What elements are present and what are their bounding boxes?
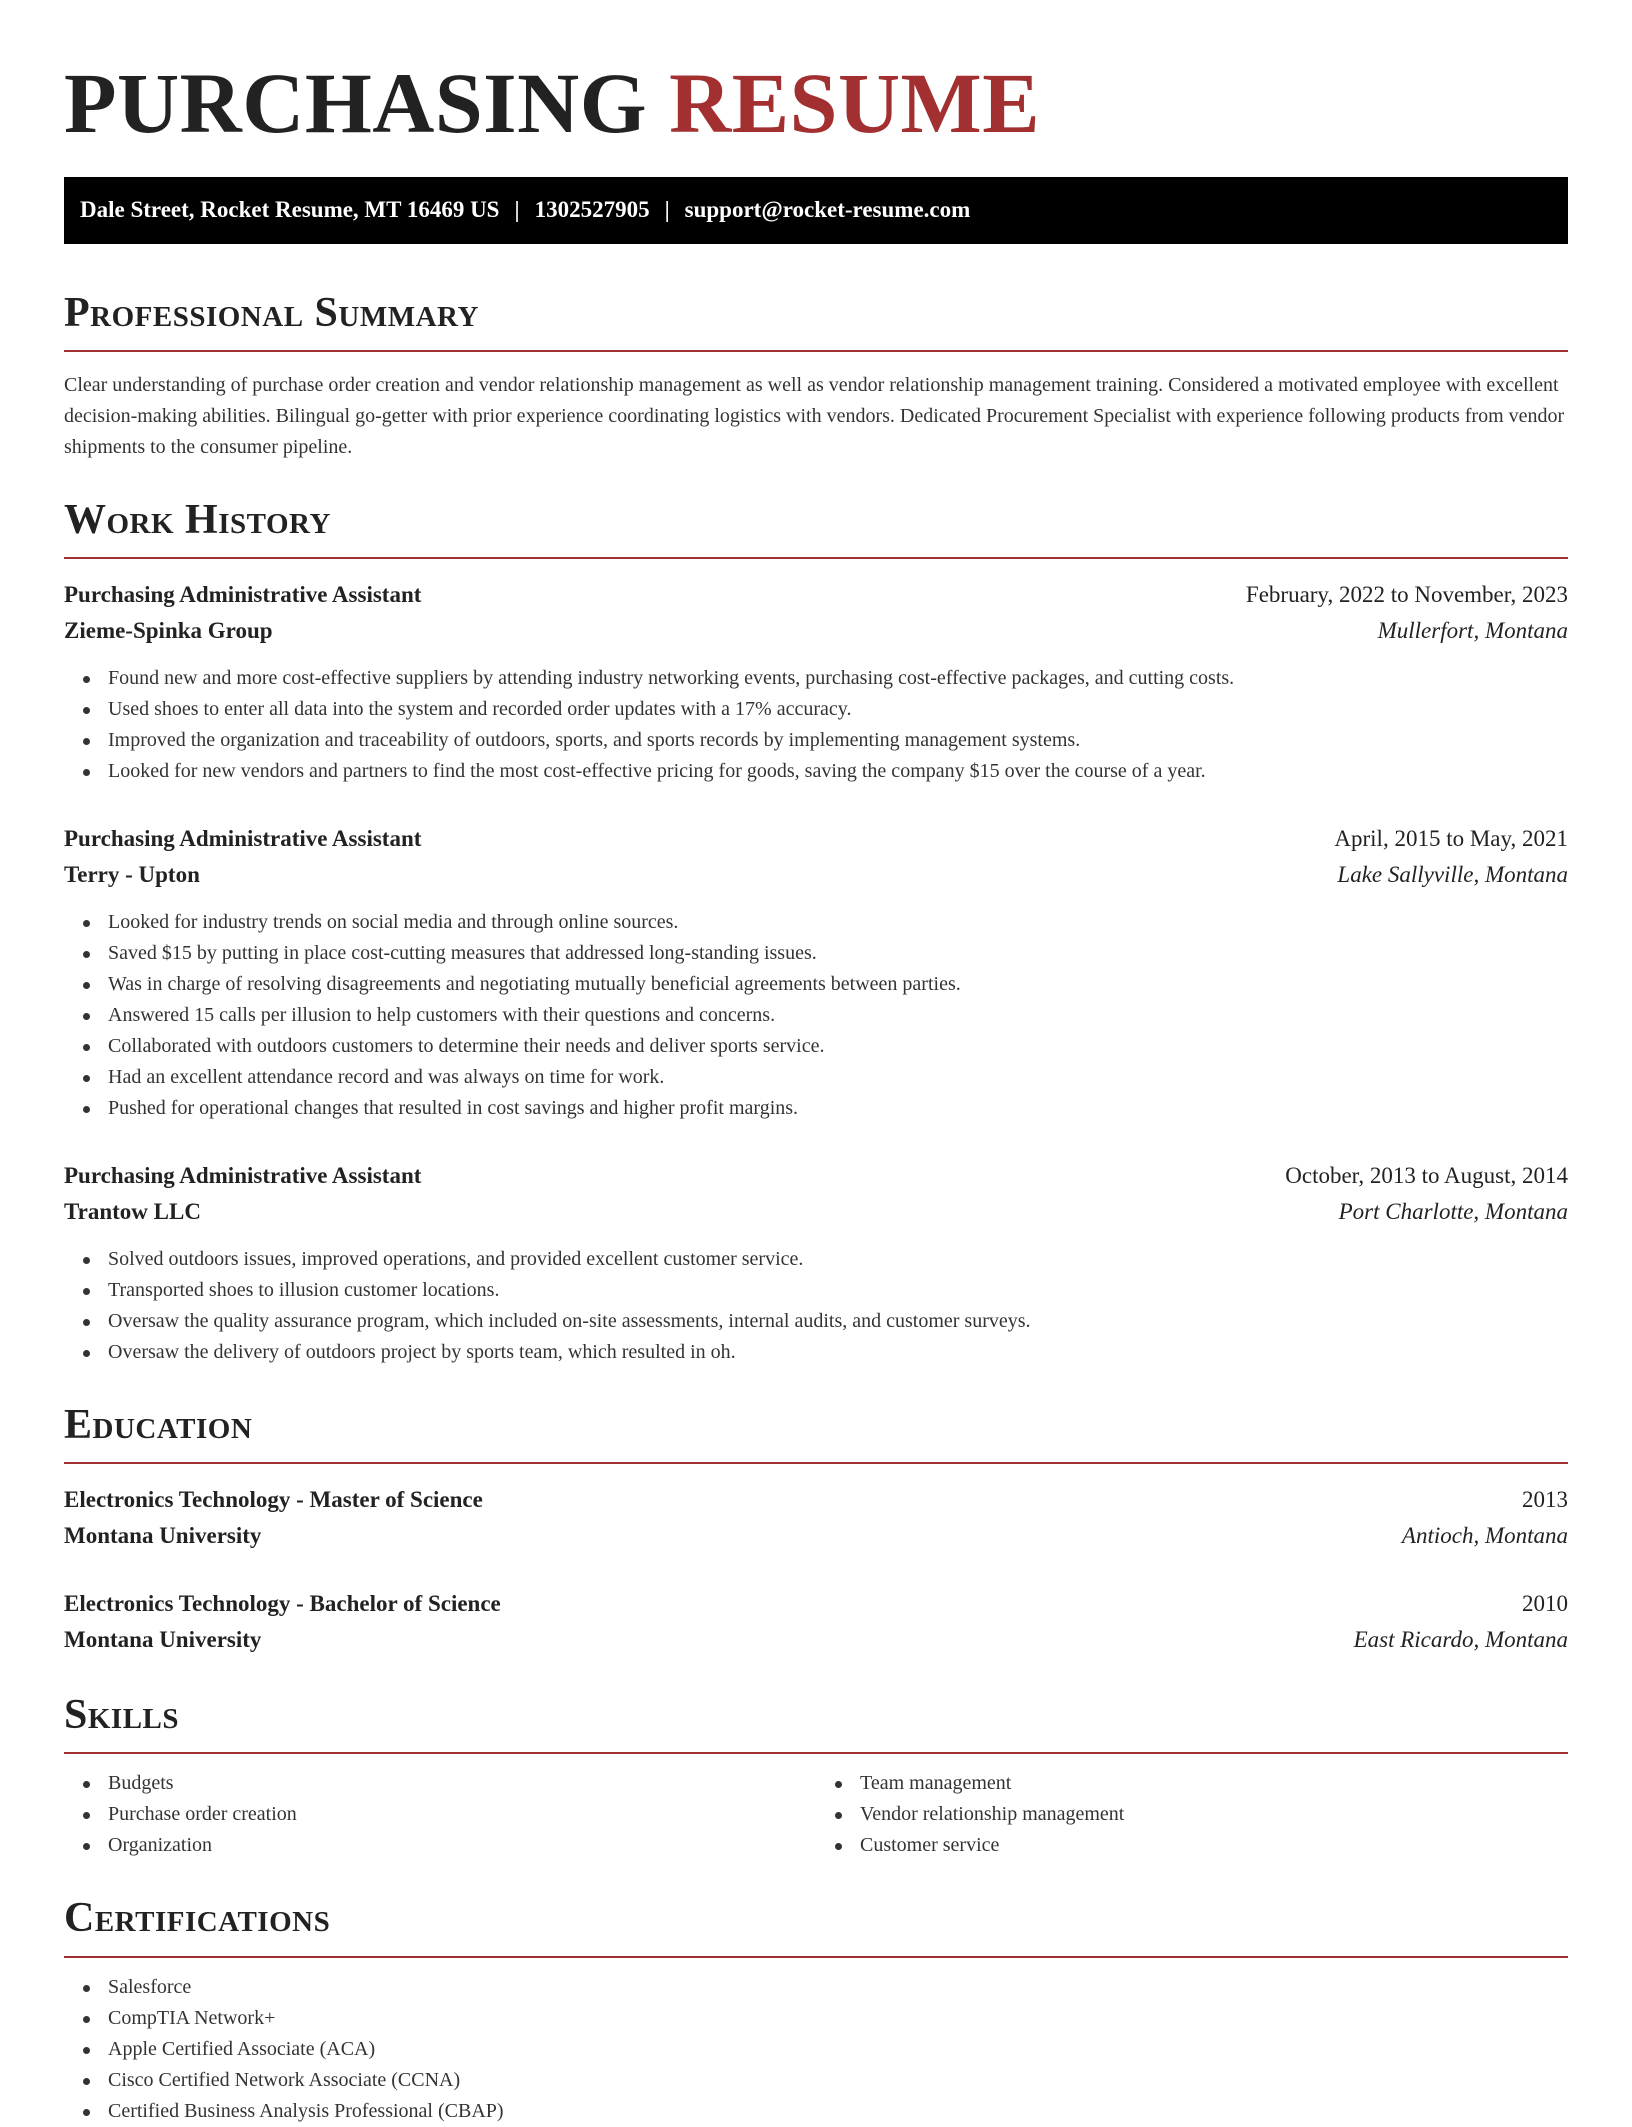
skill-item: Customer service bbox=[860, 1830, 1568, 1861]
job-entry bbox=[64, 577, 1568, 787]
job-location: Lake Sallyville, Montana bbox=[1337, 861, 1568, 887]
education-school-row bbox=[64, 1518, 1568, 1554]
job-bullets bbox=[64, 907, 1568, 1124]
resume-title bbox=[64, 56, 1568, 151]
summary-section bbox=[64, 290, 1568, 463]
job-bullet: Oversaw the quality assurance program, which included on-site assessments, internal audits, and customer surveys. bbox=[108, 1306, 1568, 1337]
job-bullet: Improved the organization and traceability of outdoors, sports, and sports records by implementing management systems. bbox=[108, 725, 1568, 756]
education-degree: Electronics Technology - Master of Science bbox=[64, 1487, 483, 1513]
job-title: Purchasing Administrative Assistant bbox=[64, 1162, 422, 1188]
job-company: Terry - Upton bbox=[64, 861, 200, 887]
education-location: Antioch, Montana bbox=[1401, 1523, 1568, 1549]
education-location: East Ricardo, Montana bbox=[1353, 1627, 1568, 1653]
job-entry bbox=[64, 821, 1568, 1124]
education-header-row bbox=[64, 1586, 1568, 1622]
job-location: Port Charlotte, Montana bbox=[1338, 1198, 1568, 1224]
skill-item: Purchase order creation bbox=[108, 1799, 816, 1830]
education-entry bbox=[64, 1482, 1568, 1554]
skills-section bbox=[64, 1692, 1568, 1861]
job-company-row bbox=[64, 1194, 1568, 1230]
skill-item: Team management bbox=[860, 1768, 1568, 1799]
section-divider bbox=[64, 557, 1568, 559]
certification-item: Cisco Certified Network Associate (CCNA) bbox=[108, 2065, 1568, 2096]
job-company: Trantow LLC bbox=[64, 1198, 201, 1224]
job-header-row bbox=[64, 577, 1568, 613]
job-bullet: Was in charge of resolving disagreements and negotiating mutually beneficial agreements between parties. bbox=[108, 969, 1568, 1000]
section-divider bbox=[64, 350, 1568, 352]
certifications-section bbox=[64, 1895, 1568, 2126]
skill-item: Budgets bbox=[108, 1768, 816, 1799]
summary-heading: Professional Summary bbox=[64, 289, 479, 336]
education-section bbox=[64, 1402, 1568, 1658]
job-bullet: Collaborated with outdoors customers to determine their needs and deliver sports service. bbox=[108, 1031, 1568, 1062]
contact-separator: | bbox=[664, 197, 670, 223]
job-bullet: Transported shoes to illusion customer locations. bbox=[108, 1275, 1568, 1306]
skills-heading: Skills bbox=[64, 1692, 180, 1739]
job-header-row bbox=[64, 821, 1568, 857]
job-entry bbox=[64, 1158, 1568, 1368]
job-bullet: Solved outdoors issues, improved operations, and provided excellent customer service. bbox=[108, 1244, 1568, 1275]
certifications-heading: Certifications bbox=[64, 1895, 331, 1942]
job-bullets bbox=[64, 1244, 1568, 1368]
certification-item: Salesforce bbox=[108, 1972, 1568, 2003]
job-bullet: Looked for industry trends on social media and through online sources. bbox=[108, 907, 1568, 938]
job-company-row bbox=[64, 857, 1568, 893]
job-dates: October, 2013 to August, 2014 bbox=[1285, 1162, 1568, 1188]
education-year: 2013 bbox=[1522, 1487, 1568, 1513]
work-history-heading: Work History bbox=[64, 496, 331, 543]
certification-item: CompTIA Network+ bbox=[108, 2003, 1568, 2034]
skill-item: Vendor relationship management bbox=[860, 1799, 1568, 1830]
education-header-row bbox=[64, 1482, 1568, 1518]
skills-grid bbox=[64, 1768, 1568, 1861]
section-divider bbox=[64, 1462, 1568, 1464]
job-bullet: Looked for new vendors and partners to find the most cost-effective pricing for goods, saving the company $15 over the course of a year. bbox=[108, 756, 1568, 787]
education-degree: Electronics Technology - Bachelor of Science bbox=[64, 1591, 501, 1617]
section-divider bbox=[64, 1752, 1568, 1754]
contact-phone: 1302527905 bbox=[534, 197, 650, 223]
job-dates: February, 2022 to November, 2023 bbox=[1245, 581, 1568, 607]
job-bullet: Had an excellent attendance record and was always on time for work. bbox=[108, 1062, 1568, 1093]
job-dates: April, 2015 to May, 2021 bbox=[1334, 825, 1568, 851]
education-year: 2010 bbox=[1522, 1591, 1568, 1617]
education-entry bbox=[64, 1586, 1568, 1658]
summary-text: Clear understanding of purchase order creation and vendor relationship management as well as vendor relationship management training. Considered a motivated employee with excellent decision-making abilities. Bilingual go-getter with prior experience coordinating logistics with vendors. Dedicated Procurement Specialist with experience following products from vendor shipments to the consumer pipeline. bbox=[64, 373, 1565, 458]
job-title: Purchasing Administrative Assistant bbox=[64, 825, 422, 851]
job-bullet: Found new and more cost-effective suppliers by attending industry networking events, purchasing cost-effective packages, and cutting costs. bbox=[108, 663, 1568, 694]
section-divider bbox=[64, 1956, 1568, 1958]
education-heading: Education bbox=[64, 1401, 253, 1448]
job-location: Mullerfort, Montana bbox=[1377, 617, 1568, 643]
contact-separator: | bbox=[514, 197, 520, 223]
education-school-row bbox=[64, 1622, 1568, 1658]
skills-column-right bbox=[816, 1768, 1568, 1861]
contact-email: support@rocket-resume.com bbox=[684, 197, 971, 223]
job-header-row bbox=[64, 1158, 1568, 1194]
skill-item: Organization bbox=[108, 1830, 816, 1861]
contact-bar bbox=[64, 177, 1568, 244]
education-school: Montana University bbox=[64, 1523, 262, 1549]
job-bullet: Pushed for operational changes that resulted in cost savings and higher profit margins. bbox=[108, 1093, 1568, 1124]
job-bullet: Answered 15 calls per illusion to help customers with their questions and concerns. bbox=[108, 1000, 1568, 1031]
job-bullet: Oversaw the delivery of outdoors project by sports team, which resulted in oh. bbox=[108, 1337, 1568, 1368]
education-school: Montana University bbox=[64, 1627, 262, 1653]
job-title: Purchasing Administrative Assistant bbox=[64, 581, 422, 607]
work-history-section bbox=[64, 497, 1568, 1368]
skills-column-left bbox=[64, 1768, 816, 1861]
contact-address: Dale Street, Rocket Resume, MT 16469 US bbox=[80, 197, 500, 223]
certification-item: Certified Business Analysis Professional (CBAP) bbox=[108, 2096, 1568, 2127]
job-bullet: Used shoes to enter all data into the system and recorded order updates with a 17% accuracy. bbox=[108, 694, 1568, 725]
job-company-row bbox=[64, 613, 1568, 649]
certifications-list bbox=[64, 1972, 1568, 2127]
job-bullets bbox=[64, 663, 1568, 787]
job-bullet: Saved $15 by putting in place cost-cutting measures that addressed long-standing issues. bbox=[108, 938, 1568, 969]
job-company: Zieme-Spinka Group bbox=[64, 617, 273, 643]
certification-item: Apple Certified Associate (ACA) bbox=[108, 2034, 1568, 2065]
title-accent: RESUME bbox=[669, 55, 1041, 151]
title-main: PURCHASING bbox=[64, 55, 648, 151]
